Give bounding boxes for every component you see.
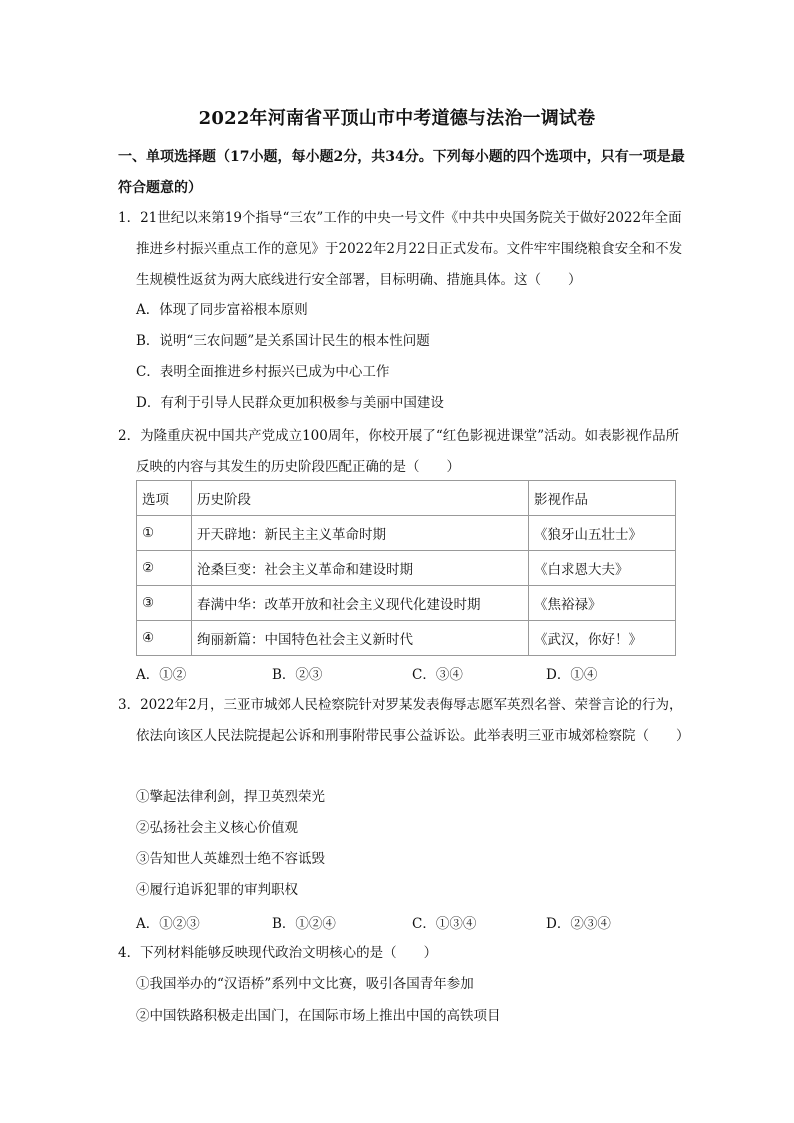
- answer-c: C．①③④: [412, 916, 477, 932]
- question-3-answers: [136, 912, 676, 932]
- answer-d: D．②③④: [546, 916, 611, 932]
- table-cell: 开天辟地：新民主主义革命时期: [192, 516, 529, 551]
- question-3-item: ④履行追诉犯罪的审判职权: [136, 882, 298, 898]
- question-4-stem: 4．下列材料能够反映现代政治文明核心的是（ ）: [118, 945, 438, 961]
- table-row: [137, 621, 676, 656]
- question-1: [118, 203, 688, 296]
- table-cell: 沧桑巨变：社会主义革命和建设时期: [192, 551, 529, 586]
- question-2: [118, 421, 688, 483]
- table-row: [137, 586, 676, 621]
- question-2-answers: [136, 663, 676, 683]
- section-heading: 一、单项选择题（17小题，每小题2分，共34分。下列每小题的四个选项中，只有一项是最符合题意的）: [118, 149, 685, 196]
- table-cell: ①: [137, 516, 192, 551]
- table-header-cell: 影视作品: [529, 481, 676, 516]
- answer-a: A．①②③: [136, 916, 200, 932]
- table-header-cell: 历史阶段: [192, 481, 529, 516]
- table-header-row: [137, 481, 676, 516]
- question-4-item: ②中国铁路积极走出国门，在国际市场上推出中国的高铁项目: [136, 1008, 501, 1024]
- answer-b: B．①②④: [272, 916, 336, 932]
- question-4-item: ①我国举办的“汉语桥”系列中文比赛，吸引各国青年参加: [136, 976, 474, 992]
- table-cell: 《武汉，你好！》: [529, 621, 676, 656]
- table-cell: 《狼牙山五壮士》: [529, 516, 676, 551]
- table-cell: 《白求恩大夫》: [529, 551, 676, 586]
- table-header-cell: 选项: [137, 481, 192, 516]
- answer-d: D．①④: [546, 667, 598, 683]
- question-2-stem: 2．为隆重庆祝中国共产党成立100周年，你校开展了“红色影视进课堂”活动。如表影视作品所反映的内容与其发生的历史阶段匹配正确的是（ ）: [118, 428, 680, 475]
- question-4: [118, 938, 688, 969]
- table-cell: 春满中华：改革开放和社会主义现代化建设时期: [192, 586, 529, 621]
- question-1-stem: 1．21世纪以来第19个指导“三农”工作的中央一号文件《中共中央国务院关于做好2022年全面推进乡村振兴重点工作的意见》于2022年2月22日正式发布。文件牢牢围绕粮食安全和不发生规模性返贫为两大底线进行安全部署，目标明确、措施具体。这（ ）: [118, 210, 683, 288]
- question-3-item: ①擎起法律利剑，捍卫英烈荣光: [136, 789, 325, 805]
- question-3-item: ②弘扬社会主义核心价值观: [136, 820, 298, 836]
- question-1-option-a: A．体现了同步富裕根本原则: [136, 302, 308, 318]
- table-cell: 绚丽新篇：中国特色社会主义新时代: [192, 621, 529, 656]
- question-3: [118, 690, 688, 752]
- page-title: 2022年河南省平顶山市中考道德与法治一调试卷: [198, 108, 596, 129]
- answer-b: B．②③: [272, 667, 323, 683]
- table-cell: 《焦裕禄》: [529, 586, 676, 621]
- question-1-option-d: D．有利于引导人民群众更加积极参与美丽中国建设: [136, 395, 444, 411]
- table-cell: ③: [137, 586, 192, 621]
- table-row: [137, 516, 676, 551]
- question-1-option-b: B．说明“三农问题”是关系国计民生的根本性问题: [136, 333, 430, 349]
- table-cell: ④: [137, 621, 192, 656]
- table-row: [137, 551, 676, 586]
- question-3-stem: 3．2022年2月，三亚市城郊人民检察院针对罗某发表侮辱志愿军英烈名誉、荣誉言论的行为，依法向该区人民法院提起公诉和刑事附带民事公益诉讼。此举表明三亚市城郊检察院（ ）: [118, 697, 690, 744]
- question-1-option-c: C．表明全面推进乡村振兴已成为中心工作: [136, 364, 390, 380]
- table-cell: ②: [137, 551, 192, 586]
- answer-c: C．③④: [412, 667, 463, 683]
- answer-a: A．①②: [136, 667, 187, 683]
- question-3-item: ③告知世人英雄烈士绝不容诋毁: [136, 851, 325, 867]
- question-2-table: [136, 480, 676, 656]
